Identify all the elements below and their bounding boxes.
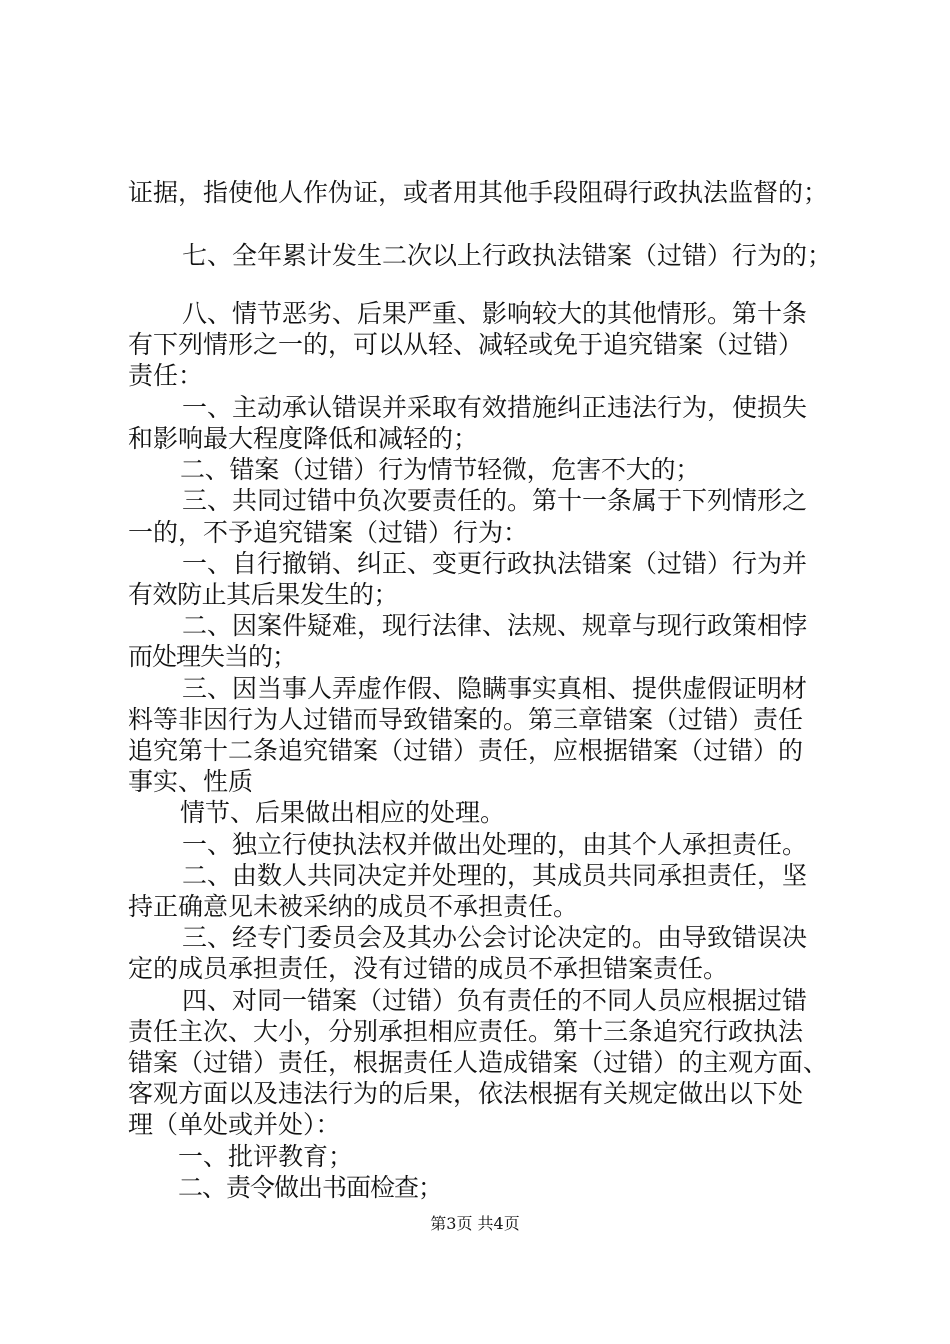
paragraph-line: 二、错案（过错）行为情节轻微，危害不大的；	[180, 455, 701, 484]
paragraph-line: 一、独立行使执法权并做出处理的，由其个人承担责任。	[182, 830, 808, 859]
paragraph-line: 二、责令做出书面检查；	[178, 1173, 443, 1202]
paragraph-line: 责任主次、大小，分别承担相应责任。第十三条追究行政执法	[128, 1017, 804, 1046]
paragraph-line: 理（单处或并处）：	[128, 1110, 341, 1139]
paragraph-line: 一的，不予追究错案（过错）行为：	[128, 518, 529, 547]
paragraph-line: 事实、性质	[128, 767, 254, 796]
paragraph-line: 而处理失当的；	[128, 642, 297, 671]
paragraph-line: 三、经专门委员会及其办公会讨论决定的。由导致错误决	[182, 923, 808, 952]
paragraph-line: 情节、后果做出相应的处理。	[180, 798, 506, 827]
paragraph-line: 三、共同过错中负次要责任的。第十一条属于下列情形之	[182, 486, 808, 515]
paragraph-line: 有效防止其后果发生的；	[128, 580, 399, 609]
paragraph-line: 二、因案件疑难，现行法律、法规、规章与现行政策相悖	[182, 611, 808, 640]
paragraph-line: 定的成员承担责任，没有过错的成员不承担错案责任。	[128, 954, 729, 983]
paragraph-line: 责任：	[128, 361, 204, 390]
paragraph-line: 二、由数人共同决定并处理的，其成员共同承担责任，坚	[182, 861, 808, 890]
paragraph-line: 四、对同一错案（过错）负有责任的不同人员应根据过错	[182, 986, 808, 1015]
paragraph-line: 和影响最大程度降低和减轻的；	[128, 424, 479, 453]
paragraph-line: 证据，指使他人作伪证，或者用其他手段阻碍行政执法监督的；	[128, 178, 829, 207]
paragraph-line: 一、自行撤销、纠正、变更行政执法错案（过错）行为并	[182, 549, 808, 578]
paragraph-line: 客观方面以及违法行为的后果，依法根据有关规定做出以下处	[128, 1079, 804, 1108]
paragraph-line: 一、主动承认错误并采取有效措施纠正违法行为，使损失	[182, 393, 808, 422]
paragraph-line: 一、批评教育；	[178, 1142, 354, 1171]
paragraph-line: 追究第十二条追究错案（过错）责任，应根据错案（过错）的	[128, 736, 804, 765]
paragraph-line: 持正确意见未被采纳的成员不承担责任。	[128, 892, 579, 921]
paragraph-line: 七、全年累计发生二次以上行政执法错案（过错）行为的；	[182, 241, 833, 270]
paragraph-line: 三、因当事人弄虚作假、隐瞒事实真相、提供虚假证明材	[182, 674, 808, 703]
paragraph-line: 错案（过错）责任，根据责任人造成错案（过错）的主观方面、	[128, 1048, 829, 1077]
page-number: 第3页 共4页	[430, 1214, 520, 1233]
paragraph-line: 八、情节恶劣、后果严重、影响较大的其他情形。第十条	[182, 299, 808, 328]
paragraph-line: 有下列情形之一的，可以从轻、减轻或免于追究错案（过错）	[128, 330, 804, 359]
paragraph-line: 料等非因行为人过错而导致错案的。第三章错案（过错）责任	[128, 705, 804, 734]
